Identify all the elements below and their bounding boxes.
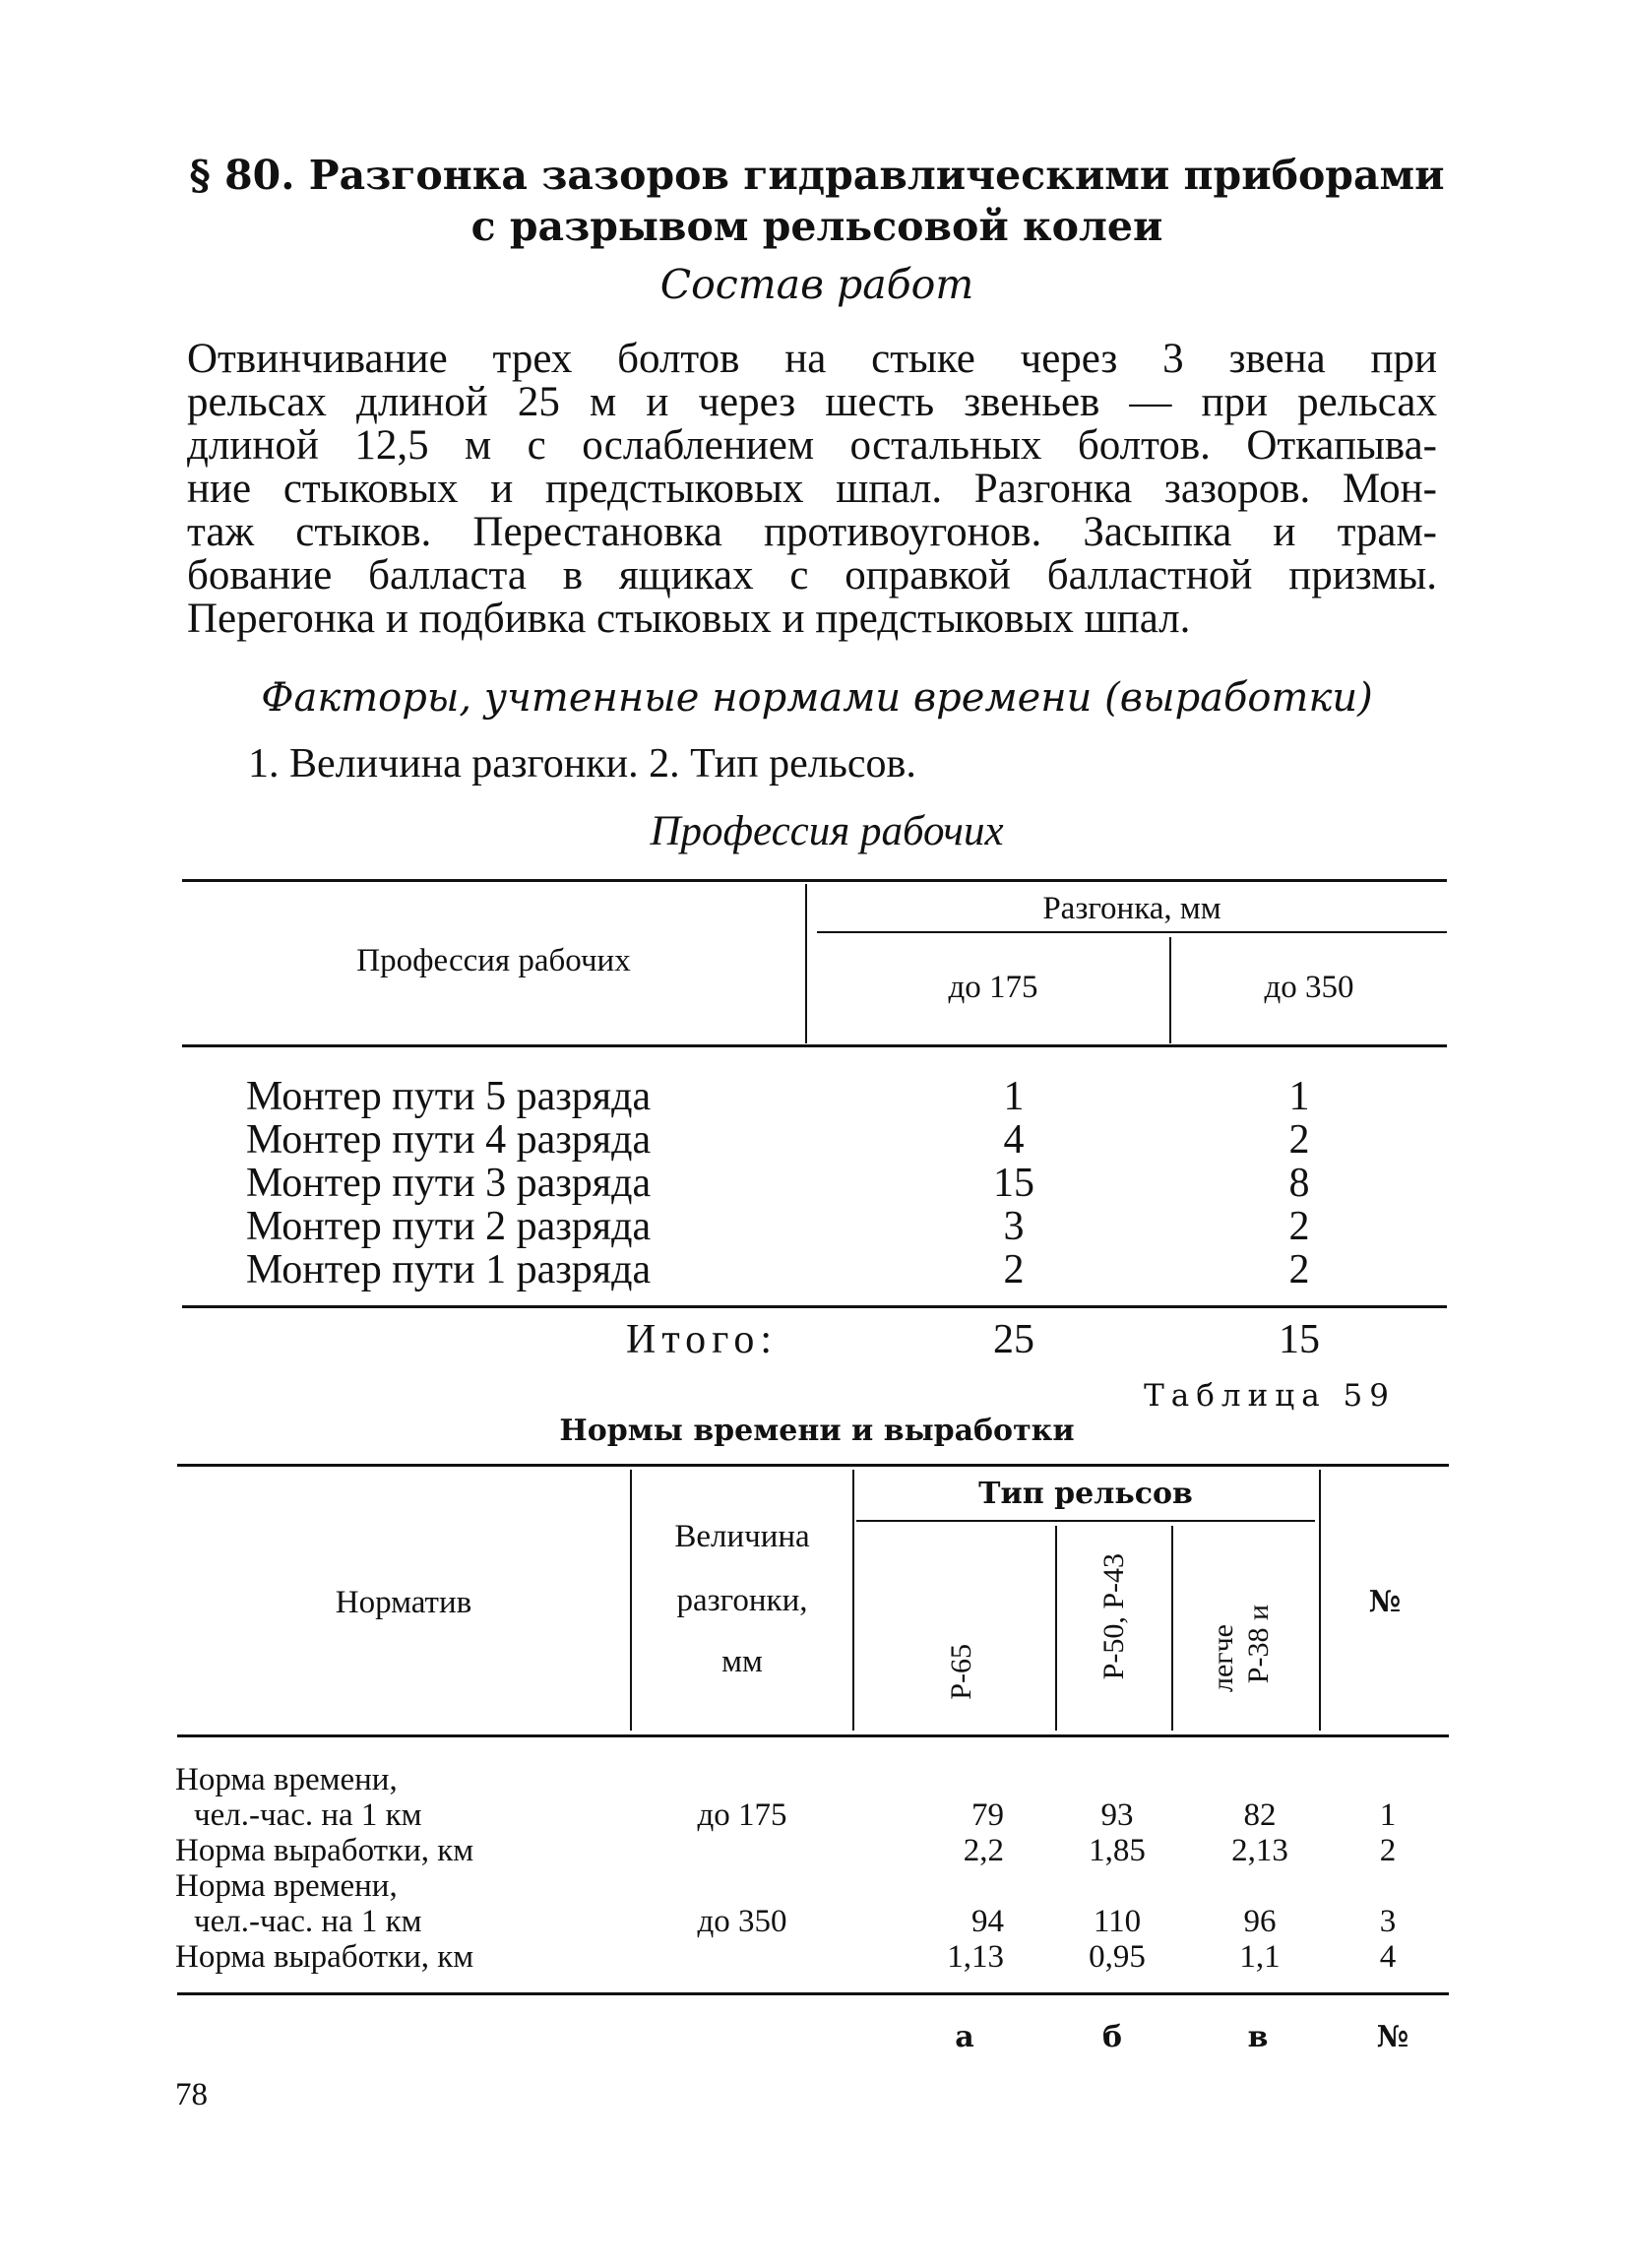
factors-heading: Факторы, учтенные нормами времени (выработки) [261,675,1373,721]
crew-row-b: 1 [1288,1074,1310,1119]
norms-table-bottom-rule [177,1992,1449,1995]
crew-table-group-rule [817,931,1447,933]
crew-total-label: Итого: [626,1317,778,1362]
crew-row-name: Монтер пути 4 разряда [246,1117,652,1163]
crew-row-name: Монтер пути 2 разряда [246,1204,652,1249]
crew-row-name: Монтер пути 5 разряда [246,1074,652,1119]
composition-line: ние стыковых и предстыковых шпал. Разгонка зазоров. Мон- [187,466,1437,512]
norms-col-r38-line2: легче [1207,1624,1239,1692]
norms-col-r38 [1203,1605,1282,1723]
crew-table-header-rule [182,1044,1447,1047]
norms-footer-c: в [1247,2020,1269,2054]
norms-footer-b: б [1101,2020,1122,2054]
crew-table-top-rule [182,879,1447,882]
crew-row-b: 2 [1288,1247,1310,1292]
norms-row-c: 96 [1243,1904,1277,1939]
crew-total-b: 15 [1279,1317,1320,1362]
norms-row-b: 0,95 [1089,1939,1146,1975]
norms-footer-num: № [1376,2020,1409,2054]
crew-table-bottom-rule [182,1305,1447,1308]
crew-row-b: 2 [1288,1117,1310,1163]
norms-row-b: 110 [1093,1904,1142,1939]
crew-col-b: до 350 [1264,970,1354,1005]
profession-heading: Профессия рабочих [650,808,1004,854]
crew-col-group: Разгонка, мм [1042,891,1221,926]
norms-row-num: 1 [1379,1797,1397,1833]
composition-line: бование балласта в ящиках с оправкой балластной призмы. [187,552,1437,598]
norms-row-norm-line1: Норма выработки, км [175,1939,474,1975]
composition-line: Перегонка и подбивка стыковых и предстыковых шпал. [187,596,1191,642]
norms-row-num: 2 [1379,1833,1397,1868]
norms-row-a: 79 [971,1797,1004,1833]
crew-row-name: Монтер пути 1 разряда [246,1247,652,1292]
norms-row-b: 1,85 [1089,1833,1146,1868]
section-title-line1: § 80. Разгонка зазоров гидравлическими приборами [189,152,1445,199]
norms-table-title: Нормы времени и выработки [559,1414,1075,1448]
norms-col-r50: Р-50, Р-43 [1097,1553,1130,1680]
norms-row-b: 93 [1100,1797,1134,1833]
crew-row-a: 1 [1003,1074,1025,1119]
composition-line: Отвинчивание трех болтов на стыке через 3 звена при [187,336,1437,382]
norms-row-c: 82 [1243,1797,1277,1833]
norms-row-c: 2,13 [1231,1833,1288,1868]
composition-paragraph [187,338,1437,641]
norms-row-norm-line2: чел.-час. на 1 км [194,1904,422,1939]
norms-footer-a: а [955,2020,974,2054]
crew-row-b: 8 [1288,1161,1310,1206]
composition-line: рельсах длиной 25 м и через шесть звеньев — при рельсах [187,379,1437,425]
crew-col-profession: Профессия рабочих [356,943,631,978]
norms-row-a: 1,13 [947,1939,1004,1975]
norms-table-vline [852,1470,854,1731]
crew-table-vline [805,884,807,1043]
norms-row-value: до 175 [697,1797,787,1833]
norms-row-num: 4 [1379,1939,1397,1975]
norms-row-norm-line2: чел.-час. на 1 км [194,1797,422,1833]
norms-row-c: 1,1 [1239,1939,1281,1975]
norms-col-r65: Р-65 [945,1644,977,1700]
norms-col-norm: Норматив [335,1585,472,1620]
norms-col-value-line1: Величина [674,1519,810,1554]
norms-row-a: 94 [971,1904,1004,1939]
norms-table-vline [1055,1526,1057,1731]
norms-col-num: № [1368,1585,1402,1619]
section-title-line2: с разрывом рельсовой колеи [470,203,1163,250]
norms-table-vline [1171,1526,1173,1731]
composition-heading: Состав работ [659,261,974,308]
norms-row-value: до 350 [697,1904,787,1939]
norms-row-norm-line1: Норма времени, [175,1762,398,1797]
table-label: Таблица 59 [1144,1378,1396,1414]
crew-row-b: 2 [1288,1204,1310,1249]
crew-col-a: до 175 [948,970,1038,1005]
norms-col-r38-line1: Р-38 и [1242,1605,1275,1684]
crew-row-a: 3 [1003,1204,1025,1249]
crew-row-a: 2 [1003,1247,1025,1292]
norms-table-top-rule [177,1464,1449,1467]
norms-col-group: Тип рельсов [978,1477,1193,1511]
norms-row-norm-line1: Норма времени, [175,1868,398,1904]
composition-line: таж стыков. Перестановка противоугонов. Засыпка и трам- [187,509,1437,555]
crew-row-name: Монтер пути 3 разряда [246,1161,652,1206]
crew-total-a: 25 [993,1317,1034,1362]
factors-text: 1. Величина разгонки. 2. Тип рельсов. [248,741,916,787]
norms-col-value-line3: мм [721,1644,763,1679]
crew-row-a: 15 [993,1161,1034,1206]
norms-row-a: 2,2 [963,1833,1004,1868]
norms-row-norm-line1: Норма выработки, км [175,1833,474,1868]
norms-table-header-rule [177,1734,1449,1737]
crew-row-a: 4 [1003,1117,1025,1163]
norms-table-group-rule [856,1520,1315,1522]
page-number: 78 [175,2077,208,2112]
norms-row-num: 3 [1379,1904,1397,1939]
composition-line: длиной 12,5 м с ослаблением остальных болтов. Откапыва- [187,422,1437,469]
norms-col-value-line2: разгонки, [676,1583,808,1618]
